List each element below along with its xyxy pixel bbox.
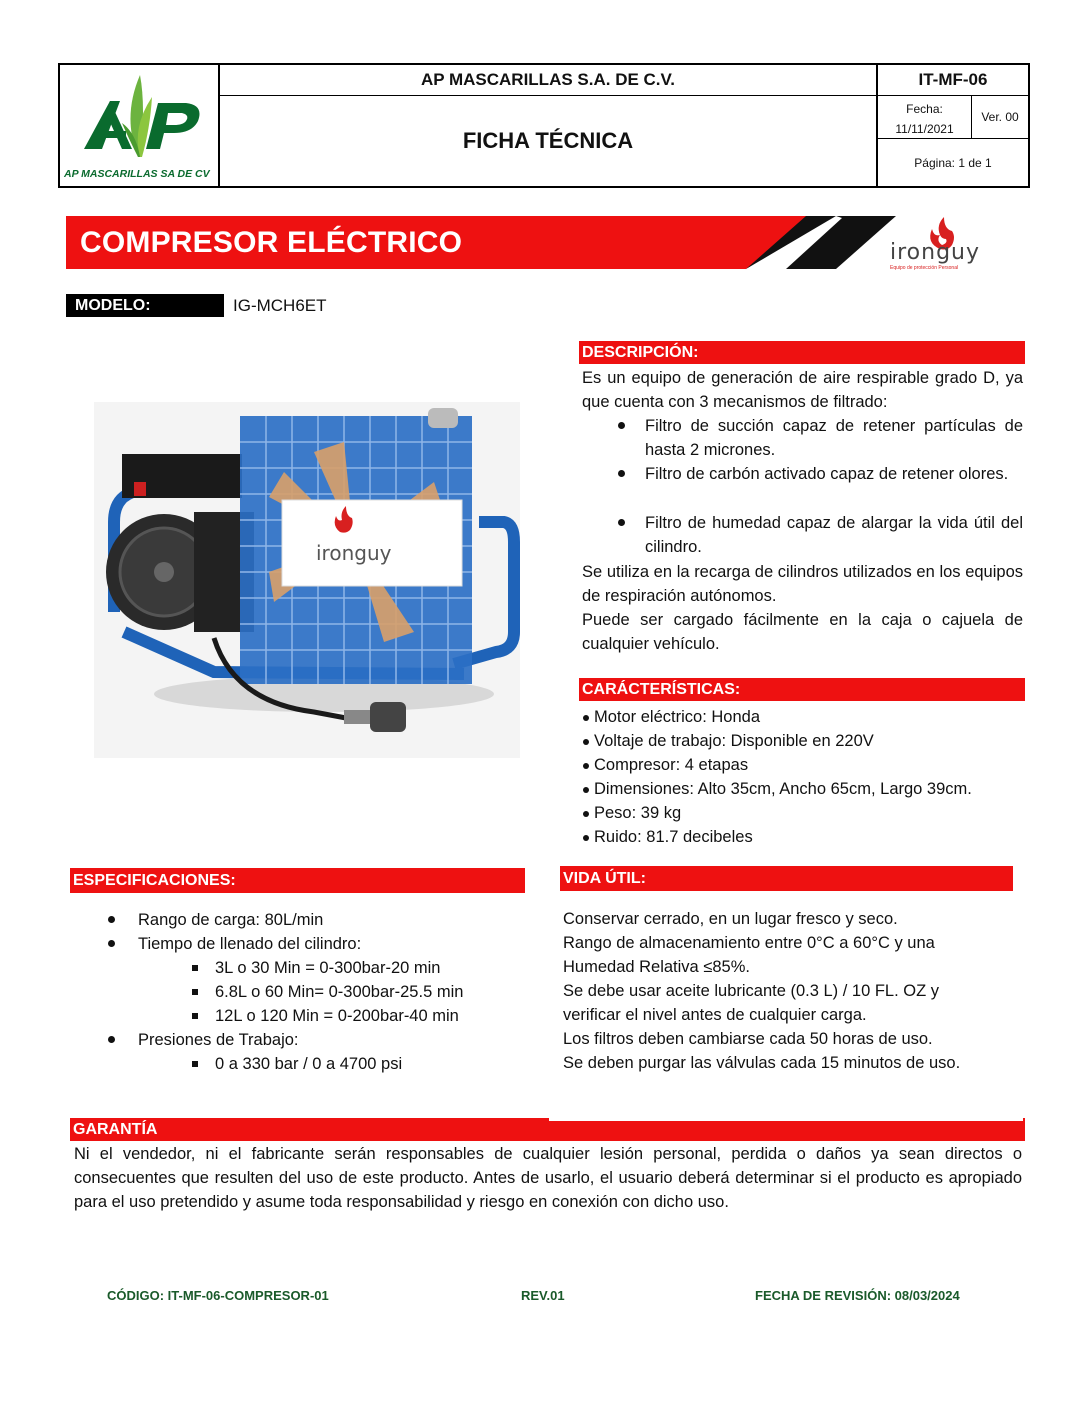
date-label: Fecha: bbox=[906, 102, 943, 116]
descripcion-paragraph-2: Se utiliza en la recarga de cilindros utilizados en los equipos de respiración autónomos. bbox=[582, 563, 1023, 605]
bullet-dot-icon bbox=[583, 715, 589, 721]
bullet-dot-icon bbox=[108, 940, 115, 947]
caracteristica-item bbox=[583, 777, 1023, 801]
svg-text:ironguy: ironguy bbox=[316, 541, 392, 565]
vida-util-line: Se debe usar aceite lubricante (0.3 L) / 10 FL. OZ y bbox=[563, 982, 940, 1000]
caracteristica-text: Dimensiones: Alto 35cm, Ancho 65cm, Largo 39cm. bbox=[594, 780, 972, 798]
product-title: COMPRESOR ELÉCTRICO bbox=[80, 226, 463, 259]
vida-util-line: Rango de almacenamiento entre 0°C a 60°C y una bbox=[563, 934, 935, 952]
vida-util-line: Los filtros deben cambiarse cada 50 horas de uso. bbox=[563, 1030, 933, 1048]
descripcion-bullet-text: Filtro de carbón activado capaz de retener olores. bbox=[645, 465, 1009, 483]
spec-subtext: 3L o 30 Min = 0-300bar-20 min bbox=[215, 959, 441, 977]
caracteristica-item bbox=[583, 753, 1023, 777]
caracteristica-item bbox=[583, 729, 1023, 753]
spec-subitem bbox=[104, 1004, 534, 1028]
caracteristica-item bbox=[583, 801, 1023, 825]
spec-subitem bbox=[104, 1052, 534, 1076]
caracteristica-item bbox=[583, 705, 1023, 729]
spec-subtext: 12L o 120 Min = 0-200bar-40 min bbox=[215, 1007, 459, 1025]
descripcion-bullet-text: Filtro de succión capaz de retener partículas de hasta 2 micrones. bbox=[645, 417, 1023, 459]
spec-item bbox=[104, 1028, 534, 1052]
descripcion-bullets bbox=[582, 414, 1023, 559]
spec-item bbox=[104, 908, 534, 932]
banner-black-stripe bbox=[746, 216, 896, 270]
descripcion-bullet bbox=[582, 462, 1023, 511]
bullet-dot-icon bbox=[583, 811, 589, 817]
date-cell bbox=[878, 96, 972, 139]
company-name: AP MASCARILLAS S.A. DE C.V. bbox=[220, 65, 878, 96]
footer-revision-date: FECHA DE REVISIÓN: 08/03/2024 bbox=[755, 1288, 960, 1303]
descripcion-bullet bbox=[582, 511, 1023, 559]
ap-logo bbox=[62, 67, 218, 167]
caracteristica-text: Motor eléctrico: Honda bbox=[594, 708, 760, 726]
version: Ver. 00 bbox=[972, 96, 1028, 139]
caracteristicas-heading: CARÁCTERÍSTICAS: bbox=[579, 678, 1025, 701]
descripcion-bullet bbox=[582, 414, 1023, 462]
caracteristica-text: Voltaje de trabajo: Disponible en 220V bbox=[594, 732, 874, 750]
document-code: IT-MF-06 bbox=[878, 65, 1028, 96]
caracteristicas-list bbox=[583, 705, 1023, 849]
document-title: FICHA TÉCNICA bbox=[220, 96, 878, 186]
vida-util-text bbox=[563, 907, 1023, 1075]
bullet-square-icon bbox=[192, 1061, 198, 1067]
bullet-dot-icon bbox=[583, 835, 589, 841]
vida-util-line: Humedad Relativa ≤85%. bbox=[563, 958, 750, 976]
company-logo-cell bbox=[60, 65, 220, 186]
spec-text: Rango de carga: 80L/min bbox=[138, 911, 324, 929]
logo-caption: AP MASCARILLAS SA DE CV bbox=[64, 168, 210, 180]
caracteristica-text: Ruido: 81.7 decibeles bbox=[594, 828, 753, 846]
bullet-dot-icon bbox=[583, 739, 589, 745]
bullet-dot-icon bbox=[618, 422, 625, 429]
especificaciones-heading: ESPECIFICACIONES: bbox=[70, 868, 525, 893]
caracteristica-text: Compresor: 4 etapas bbox=[594, 756, 749, 774]
garantia-text: Ni el vendedor, ni el fabricante serán responsables de cualquier lesión personal, perdida o daños ya sean directos o consecuentes que resulten del uso de este producto. Antes de usarlo, el usuario deberá determinar si el producto es apropiado para el uso pretendido y asume toda responsabilidad y riesgo en conexión con dicho uso. bbox=[74, 1145, 1022, 1211]
footer-code: CÓDIGO: IT-MF-06-COMPRESOR-01 bbox=[107, 1288, 329, 1303]
spec-subitem bbox=[104, 956, 534, 980]
bullet-dot-icon bbox=[583, 787, 589, 793]
bullet-square-icon bbox=[192, 989, 198, 995]
descripcion-intro: Es un equipo de generación de aire respirable grado D, ya que cuenta con 3 mecanismos de filtrado: bbox=[582, 369, 1023, 411]
caracteristica-item bbox=[583, 825, 1023, 849]
bullet-dot-icon bbox=[618, 470, 625, 477]
caracteristica-text: Peso: 39 kg bbox=[594, 804, 682, 822]
bullet-square-icon bbox=[192, 965, 198, 971]
ironguy-wordmark: ironguy bbox=[890, 240, 981, 265]
footer-rev: REV.01 bbox=[521, 1288, 565, 1303]
spec-subtext: 6.8L o 60 Min= 0-300bar-25.5 min bbox=[215, 983, 464, 1001]
model-value: IG-MCH6ET bbox=[233, 296, 327, 315]
garantia-bar bbox=[70, 1118, 1025, 1141]
vida-util-line: Se deben purgar las válvulas cada 15 minutos de uso. bbox=[563, 1054, 961, 1072]
ironguy-logo bbox=[886, 215, 1006, 275]
bullet-dot-icon bbox=[583, 763, 589, 769]
bullet-dot-icon bbox=[108, 1036, 115, 1043]
descripcion-bullet-text: Filtro de humedad capaz de alargar la vida útil del cilindro. bbox=[645, 514, 1023, 556]
spec-text: Tiempo de llenado del cilindro: bbox=[138, 935, 362, 953]
ironguy-tagline: Equipo de protección Personal bbox=[890, 265, 959, 271]
spec-text: Presiones de Trabajo: bbox=[138, 1031, 299, 1049]
garantia-heading: GARANTÍA bbox=[73, 1121, 158, 1138]
bullet-dot-icon bbox=[618, 519, 625, 526]
bullet-dot-icon bbox=[108, 916, 115, 923]
spec-subitem bbox=[104, 980, 534, 1004]
spec-subtext: 0 a 330 bar / 0 a 4700 psi bbox=[215, 1055, 403, 1073]
vida-util-line: Conservar cerrado, en un lugar fresco y seco. bbox=[563, 910, 898, 928]
model-label: MODELO: bbox=[66, 294, 224, 317]
vida-util-heading: VIDA ÚTIL: bbox=[560, 866, 1013, 891]
garantia-bar-gap bbox=[549, 1118, 1023, 1121]
spec-item bbox=[104, 932, 534, 956]
especificaciones-list bbox=[104, 908, 534, 1076]
descripcion-heading: DESCRIPCIÓN: bbox=[579, 341, 1025, 364]
vida-util-line: verificar el nivel antes de cualquier carga. bbox=[563, 1006, 867, 1024]
page-number: Página: 1 de 1 bbox=[914, 155, 992, 170]
bullet-square-icon bbox=[192, 1013, 198, 1019]
date-value: 11/11/2021 bbox=[895, 122, 954, 136]
document-header bbox=[58, 63, 1030, 188]
descripcion-paragraph-3: Puede ser cargado fácilmente en la caja o cajuela de cualquier vehículo. bbox=[582, 611, 1023, 653]
compressor-product-image bbox=[94, 402, 520, 758]
